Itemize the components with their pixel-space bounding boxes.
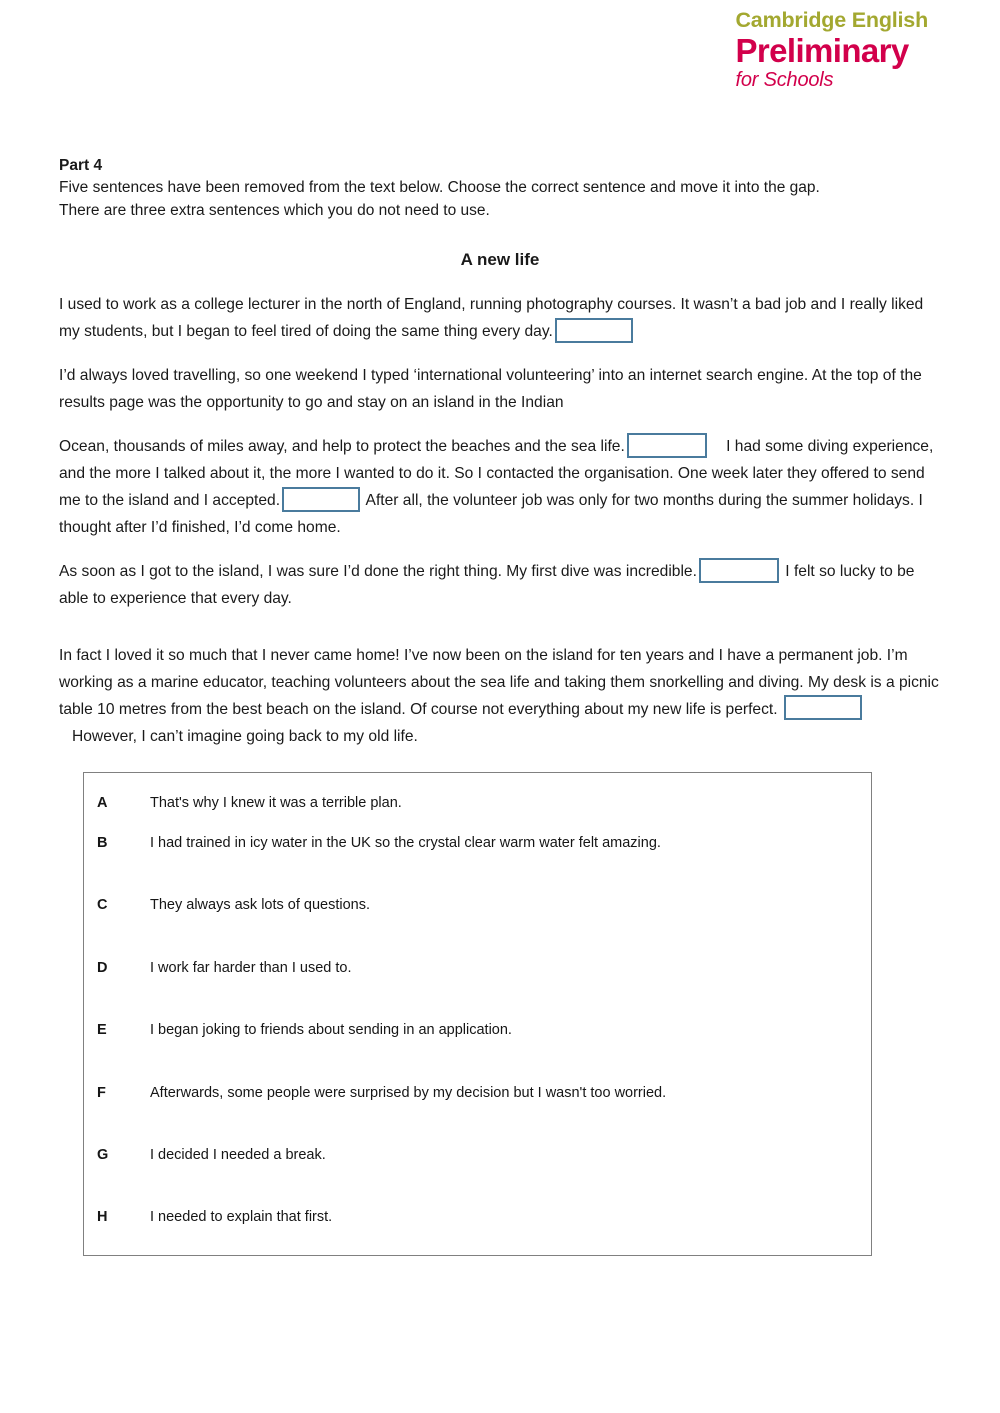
- answer-options-panel: [83, 772, 872, 1256]
- worksheet-content: [59, 155, 941, 768]
- option-text-f: Afterwards, some people were surprised by my decision but I wasn't too worried.: [150, 1084, 667, 1101]
- instructions-line-2: There are three extra sentences which you do not need to use.: [59, 201, 490, 219]
- paragraph-3-text-c: After all, the volunteer job was only for two months during the summer holidays. I thought after I’d finished, I’d come home.: [59, 492, 923, 537]
- option-letter-h: H: [97, 1209, 108, 1226]
- cambridge-english-logo: [735, 10, 928, 90]
- page-title: A new life: [460, 250, 540, 270]
- option-letter-e: E: [97, 1022, 107, 1039]
- instructions-line-1: Five sentences have been removed from the text below. Choose the correct sentence and move it into the gap.: [59, 179, 820, 197]
- option-text-c: They always ask lots of questions.: [150, 897, 371, 914]
- option-item-h[interactable]: [84, 1209, 871, 1271]
- paragraph-3-text-a: Ocean, thousands of miles away, and help to protect the beaches and the sea life.: [59, 438, 625, 456]
- gap-drop-target-3[interactable]: [282, 487, 360, 512]
- option-letter-g: G: [97, 1146, 109, 1163]
- logo-line-for-schools: for Schools: [735, 68, 834, 91]
- option-item-a[interactable]: [84, 773, 871, 835]
- paragraph-4-text-a: As soon as I got to the island, I was sure I’d done the right thing. My first dive was incredible.: [59, 563, 697, 581]
- option-text-d: I work far harder than I used to.: [150, 959, 352, 976]
- option-letter-d: D: [97, 959, 108, 976]
- option-text-b: I had trained in icy water in the UK so the crystal clear warm water felt amazing.: [150, 835, 661, 851]
- option-item-g[interactable]: [84, 1147, 871, 1209]
- part-label: Part 4: [59, 157, 103, 174]
- paragraph-2-text: I’d always loved travelling, so one weekend I typed ‘international volunteering’ into an internet search engine. At the top of the results page was the opportunity to go and stay on an island in the Indian: [59, 367, 922, 412]
- option-letter-c: C: [97, 897, 108, 914]
- reading-paragraph-3: [59, 434, 941, 542]
- reading-paragraph-2: [59, 363, 941, 417]
- paragraph-1-text: I used to work as a college lecturer in the north of England, running photography courses. It wasn’t a bad job and I really liked my students, but I began to feel tired of doing the same thing every day.: [59, 296, 924, 341]
- option-text-g: I decided I needed a break.: [150, 1146, 326, 1163]
- logo-line-cambridge-english: Cambridge English: [735, 8, 928, 32]
- paragraph-4-text-b: I felt so lucky to be able to experience that every day.: [59, 563, 915, 608]
- option-letter-b: B: [97, 835, 108, 851]
- reading-paragraph-5: [59, 643, 941, 751]
- option-item-d[interactable]: [84, 960, 871, 1022]
- reading-paragraph-4: [59, 559, 941, 613]
- gap-drop-target-2[interactable]: [627, 433, 707, 458]
- option-item-f[interactable]: [84, 1085, 871, 1147]
- paragraph-3-text-b: I had some diving experience, and the more I talked about it, the more I wanted to do it. So I contacted the organisation. One week later they offered to send me to the island and I accepted.: [59, 438, 934, 510]
- option-text-h: I needed to explain that first.: [150, 1209, 333, 1226]
- logo-line-preliminary: Preliminary: [735, 31, 909, 69]
- gap-drop-target-5[interactable]: [784, 695, 862, 720]
- paragraph-5-text-b: However, I can’t imagine going back to my old life.: [72, 728, 418, 745]
- option-item-e[interactable]: [84, 1022, 871, 1084]
- option-item-b[interactable]: [84, 835, 871, 897]
- option-text-a: That's why I knew it was a terrible plan.: [150, 795, 402, 811]
- option-letter-a: A: [97, 795, 108, 811]
- reading-paragraph-1: [59, 292, 941, 346]
- gap-drop-target-4[interactable]: [699, 558, 779, 583]
- gap-drop-target-1[interactable]: [555, 318, 633, 343]
- option-letter-f: F: [97, 1084, 106, 1101]
- paragraph-5-text-a: In fact I loved it so much that I never came home! I’ve now been on the island for ten years and I have a permanent job. I’m working as a marine educator, teaching volunteers about the sea life and taking them snorkelling and diving. My desk is a picnic table 10 metres from the best beach on the island. Of course not everything about my new life is perfect.: [59, 647, 939, 719]
- option-item-c[interactable]: [84, 897, 871, 959]
- option-text-e: I began joking to friends about sending in an application.: [150, 1022, 512, 1039]
